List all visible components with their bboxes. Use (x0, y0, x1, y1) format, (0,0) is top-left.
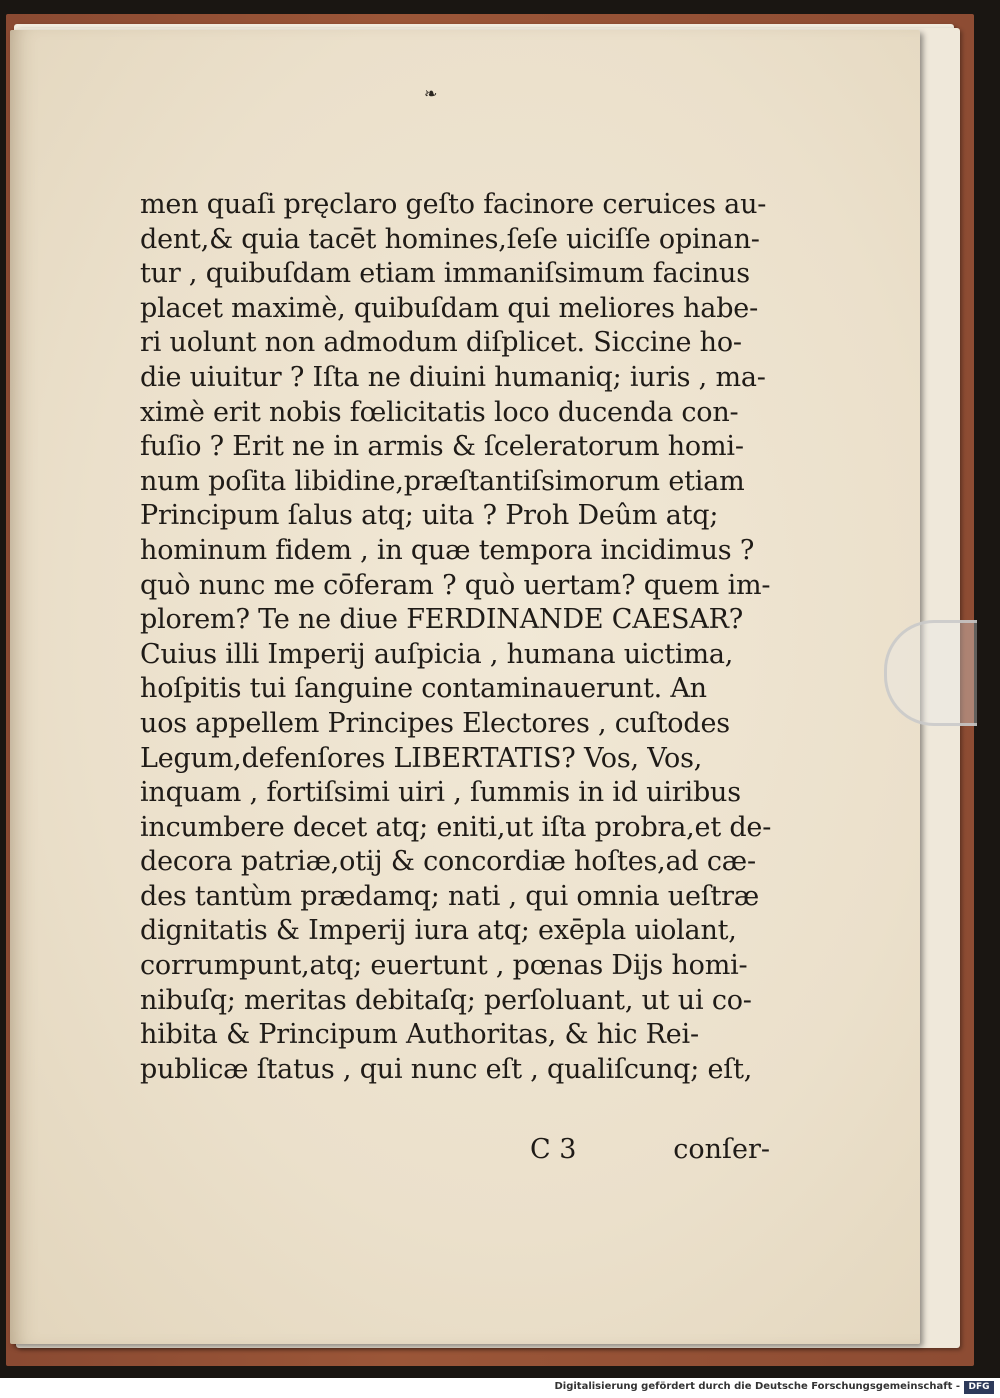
text-line: hoſpitis tui ſanguine contaminauerunt. An (140, 673, 707, 705)
dfg-logo: DFG (964, 1381, 994, 1394)
text-line: corrumpunt,atq; euertunt , pœnas Dijs homi- (140, 950, 748, 982)
text-line: uos appellem Principes Electores , cuſtodes (140, 707, 730, 739)
text-line: ri uolunt non admodum diſplicet. Siccine ho- (140, 327, 742, 359)
text-line: des tantùm prædamq; nati , qui omnia ueſtræ (140, 880, 760, 912)
text-line: hominum fidem , in quæ tempora incidimus ? (140, 534, 755, 566)
book-page (10, 30, 920, 1344)
footer-bar (0, 1378, 1000, 1398)
footer-credit: Digitalisierung gefördert durch die Deutsche Forschungsgemeinschaft - (554, 1381, 960, 1392)
signature-mark: C 3 (530, 1134, 577, 1165)
text-line: tur , quibuſdam etiam immaniſsimum facinus (140, 258, 750, 290)
text-line: fuſio ? Erit ne in armis & ſceleratorum homi- (140, 431, 744, 463)
text-line: quò nunc me cōferam ? quò uertam? quem im- (140, 569, 771, 601)
text-line: incumbere decet atq; eniti,ut iſta probra,et de- (140, 811, 772, 843)
text-line: Legum,defenſores LIBERTATIS? Vos, Vos, (140, 742, 703, 774)
text-line: ximè erit nobis fœlicitatis loco ducenda con- (140, 396, 739, 428)
page-text (140, 188, 800, 1087)
paper-clip (884, 620, 977, 726)
text-line: plorem? Te ne diue FERDINANDE CAESAR? (140, 604, 744, 636)
text-line: num poſita libidine,præſtantiſsimorum etiam (140, 465, 745, 497)
text-line: Cuius illi Imperij auſpicia , humana uictima, (140, 638, 734, 670)
text-line: decora patriæ,otij & concordiæ hoſtes,ad cæ- (140, 846, 756, 878)
text-line: inquam , fortiſsimi uiri , ſummis in id uiribus (140, 777, 741, 809)
text-line: publicæ ſtatus , qui nunc eſt , qualiſcunq; eſt, (140, 1053, 753, 1085)
text-line: placet maximè, quibuſdam qui meliores habe- (140, 292, 758, 324)
text-line: dignitatis & Imperij iura atq; exēpla uiolant, (140, 915, 737, 947)
text-line: men quaſi pręclaro geſto facinore ceruices au- (140, 189, 767, 220)
catchword: conſer- (673, 1134, 770, 1165)
text-line: Principum ſalus atq; uita ? Proh Deûm atq; (140, 500, 719, 532)
text-line: nibuſq; meritas debitaſq; perſoluant, ut ui co- (140, 984, 752, 1016)
text-line: hibita & Principum Authoritas, & hic Rei- (140, 1019, 699, 1051)
page-ornament: ❧ (424, 84, 438, 103)
text-line: dent,& quia tacēt homines,ſeſe uiciſſe opinan- (140, 223, 760, 255)
text-line: die uiuitur ? Iſta ne diuini humaniq; iuris , ma- (140, 361, 766, 393)
